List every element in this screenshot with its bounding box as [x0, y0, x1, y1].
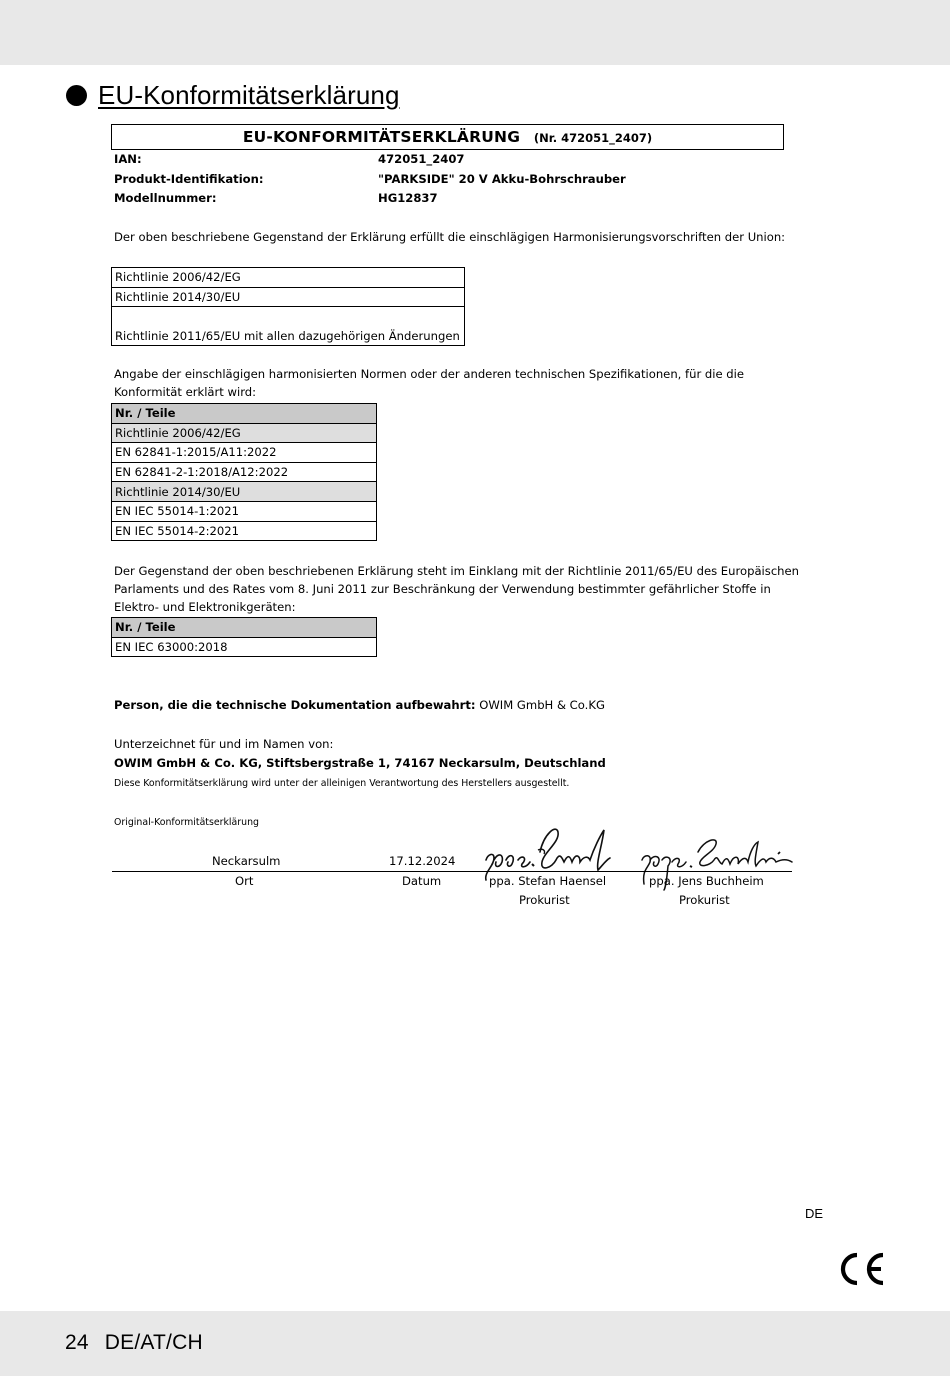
tech-doc-value: OWIM GmbH & Co.KG	[479, 698, 605, 712]
signature-place: Neckarsulm	[212, 854, 281, 868]
original-note: Original-Konformitätserklärung	[114, 817, 259, 828]
section-title: EU-Konformitätserklärung	[98, 80, 400, 110]
table-row: EN 62841-2-1:2018/A12:2022	[112, 462, 377, 482]
page-number: 24	[65, 1331, 89, 1354]
standards-intro-line2: Konformität erklärt wird:	[114, 385, 257, 399]
signer2-role: Prokurist	[679, 893, 730, 907]
directive-row: Richtlinie 2014/30/EU	[112, 287, 465, 307]
field-value-ian: 472051_2407	[378, 152, 465, 166]
language-tag: DE	[805, 1206, 824, 1221]
field-value-product: "PARKSIDE" 20 V Akku-Bohrschrauber	[378, 172, 626, 186]
table-header: Nr. / Teile	[112, 618, 377, 638]
rohs-text-line3: Elektro- und Elektronikgeräten:	[114, 600, 296, 614]
footer	[65, 1331, 219, 1355]
footer-languages: DE/AT/CH	[104, 1331, 203, 1354]
rohs-text-line2: Parlaments und des Rates vom 8. Juni 2011 zur Beschränkung der Verwendung bestimmter gefährlicher Stoffe in	[114, 582, 771, 596]
tech-doc-line	[114, 698, 605, 712]
place-label: Ort	[235, 874, 254, 888]
field-label-product: Produkt-Identifikation:	[114, 172, 264, 186]
intro-text: Der oben beschriebene Gegenstand der Erklärung erfüllt die einschlägigen Harmonisierungsvorschriften der Union:	[114, 230, 786, 244]
declaration-title-box	[111, 124, 784, 150]
date-label: Datum	[402, 874, 442, 888]
signer2-name: ppa. Jens Buchheim	[649, 874, 764, 888]
directive-row: Richtlinie 2006/42/EG	[112, 268, 465, 288]
table-header: Nr. / Teile	[112, 404, 377, 424]
signer1-name: ppa. Stefan Haensel	[489, 874, 607, 888]
signed-for-text: Unterzeichnet für und im Namen von:	[114, 737, 334, 751]
table-row: EN IEC 55014-1:2021	[112, 501, 377, 521]
declaration-number: (Nr. 472051_2407)	[533, 131, 653, 145]
table-row: EN IEC 63000:2018	[112, 637, 377, 657]
rohs-table	[111, 617, 377, 657]
directive-row: Richtlinie 2011/65/EU mit allen dazugehörigen Änderungen	[112, 307, 465, 346]
ce-mark-icon	[835, 1251, 887, 1287]
signature-date: 17.12.2024	[389, 854, 456, 868]
signature-line	[112, 871, 792, 872]
table-row: EN 62841-1:2015/A11:2022	[112, 443, 377, 463]
field-label-model: Modellnummer:	[114, 191, 217, 205]
field-label-ian: IAN:	[114, 152, 142, 166]
responsibility-note: Diese Konformitätserklärung wird unter der alleinigen Verantwortung des Herstellers ausgestellt.	[114, 778, 570, 789]
table-row: Richtlinie 2006/42/EG	[112, 423, 377, 443]
tech-doc-label: Person, die die technische Dokumentation aufbewahrt:	[114, 698, 476, 712]
standards-intro-line1: Angabe der einschlägigen harmonisierten Normen oder der anderen technischen Spezifikationen, für die die	[114, 367, 745, 381]
directives-table	[111, 267, 465, 346]
declaration-title: EU-KONFORMITÄTSERKLÄRUNG	[242, 128, 521, 146]
company-address: OWIM GmbH & Co. KG, Stiftsbergstraße 1, 74167 Neckarsulm, Deutschland	[114, 756, 606, 770]
table-row: Richtlinie 2014/30/EU	[112, 482, 377, 502]
standards-table	[111, 403, 377, 541]
table-row: EN IEC 55014-2:2021	[112, 521, 377, 541]
field-value-model: HG12837	[378, 191, 438, 205]
rohs-text-line1: Der Gegenstand der oben beschriebenen Erklärung steht im Einklang mit der Richtlinie 2011/65/EU des Europäischen	[114, 564, 800, 578]
signer1-role: Prokurist	[519, 893, 570, 907]
